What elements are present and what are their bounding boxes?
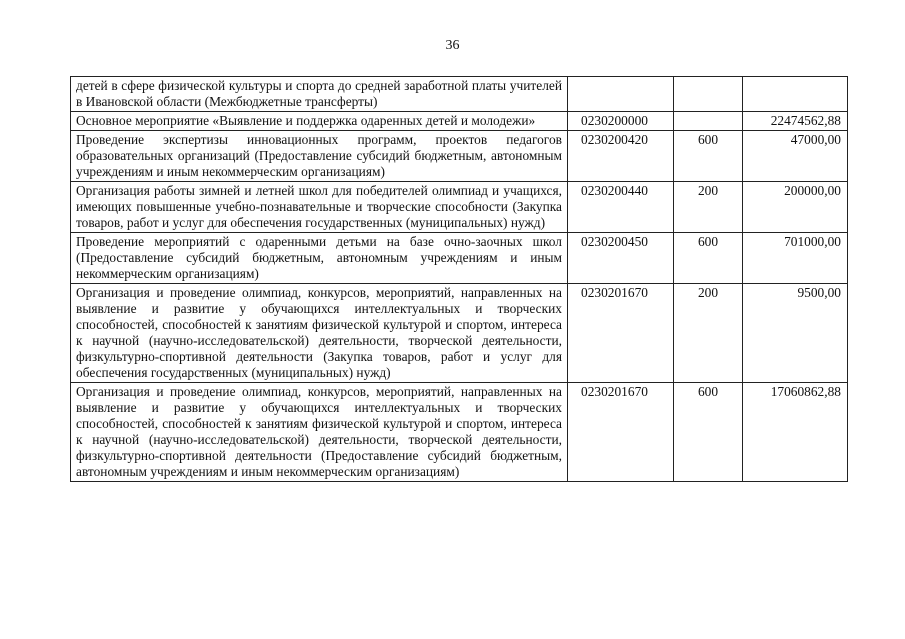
row-name-cell: Проведение мероприятий с одаренными детьми на базе очно-заочных школ (Предоставление субсидий бюджетным, автономным учреждениям и иным некоммерческим организациям): [71, 233, 568, 284]
row-code-cell: [568, 77, 674, 112]
row-type-cell: [674, 77, 743, 112]
row-sum-cell: 22474562,88: [743, 112, 848, 131]
row-name-cell: Организация и проведение олимпиад, конкурсов, мероприятий, направленных на выявление и развитие у обучающихся интеллектуальных и творческих способностей, способностей к занятиям физической культурой и спортом, интереса к научной (научно-исследовательской) деятельности, творческой деятельности, физкультурно-спортивной деятельности (Закупка товаров, работ и услуг для обеспечения государственных (муниципальных) нужд): [71, 284, 568, 383]
row-name-cell: Организация и проведение олимпиад, конкурсов, мероприятий, направленных на выявление и развитие у обучающихся интеллектуальных и творческих способностей, способностей к занятиям физической культурой и спортом, интереса к научной (научно-исследовательской) деятельности, творческой деятельности, физкультурно-спортивной деятельности (Предоставление субсидий бюджетным, автономным учреждениям и иным некоммерческим организациям): [71, 383, 568, 482]
row-sum-cell: 701000,00: [743, 233, 848, 284]
row-code-cell: 0230200440: [568, 182, 674, 233]
row-type-cell: 200: [674, 182, 743, 233]
page-number: 36: [445, 38, 460, 53]
row-sum-cell: 200000,00: [743, 182, 848, 233]
table-row: [71, 112, 848, 131]
row-sum-cell: 17060862,88: [743, 383, 848, 482]
row-name-cell: Проведение экспертизы инновационных программ, проектов педагогов образовательных организаций (Предоставление субсидий бюджетным, автономным учреждениям и иным некоммерческим организациям): [71, 131, 568, 182]
row-type-cell: 600: [674, 131, 743, 182]
table-row: [71, 182, 848, 233]
table-row: [71, 284, 848, 383]
row-sum-cell: [743, 77, 848, 112]
row-sum-cell: 47000,00: [743, 131, 848, 182]
row-type-cell: [674, 112, 743, 131]
row-code-cell: 0230201670: [568, 383, 674, 482]
row-sum-cell: 9500,00: [743, 284, 848, 383]
table-row: [71, 77, 848, 112]
table-row: [71, 131, 848, 182]
row-type-cell: 200: [674, 284, 743, 383]
row-name-cell: Основное мероприятие «Выявление и поддержка одаренных детей и молодежи»: [71, 112, 568, 131]
budget-table: [70, 76, 848, 482]
row-code-cell: 0230200450: [568, 233, 674, 284]
table-row: [71, 233, 848, 284]
row-code-cell: 0230201670: [568, 284, 674, 383]
row-code-cell: 0230200000: [568, 112, 674, 131]
row-name-cell: детей в сфере физической культуры и спорта до средней заработной платы учителей в Ивановской области (Межбюджетные трансферты): [71, 77, 568, 112]
row-type-cell: 600: [674, 233, 743, 284]
row-type-cell: 600: [674, 383, 743, 482]
row-name-cell: Организация работы зимней и летней школ для победителей олимпиад и учащихся, имеющих повышенные учебно-познавательные и творческие способности (Закупка товаров, работ и услуг для обеспечения государственных (муниципальных) нужд): [71, 182, 568, 233]
table-row: [71, 383, 848, 482]
row-code-cell: 0230200420: [568, 131, 674, 182]
